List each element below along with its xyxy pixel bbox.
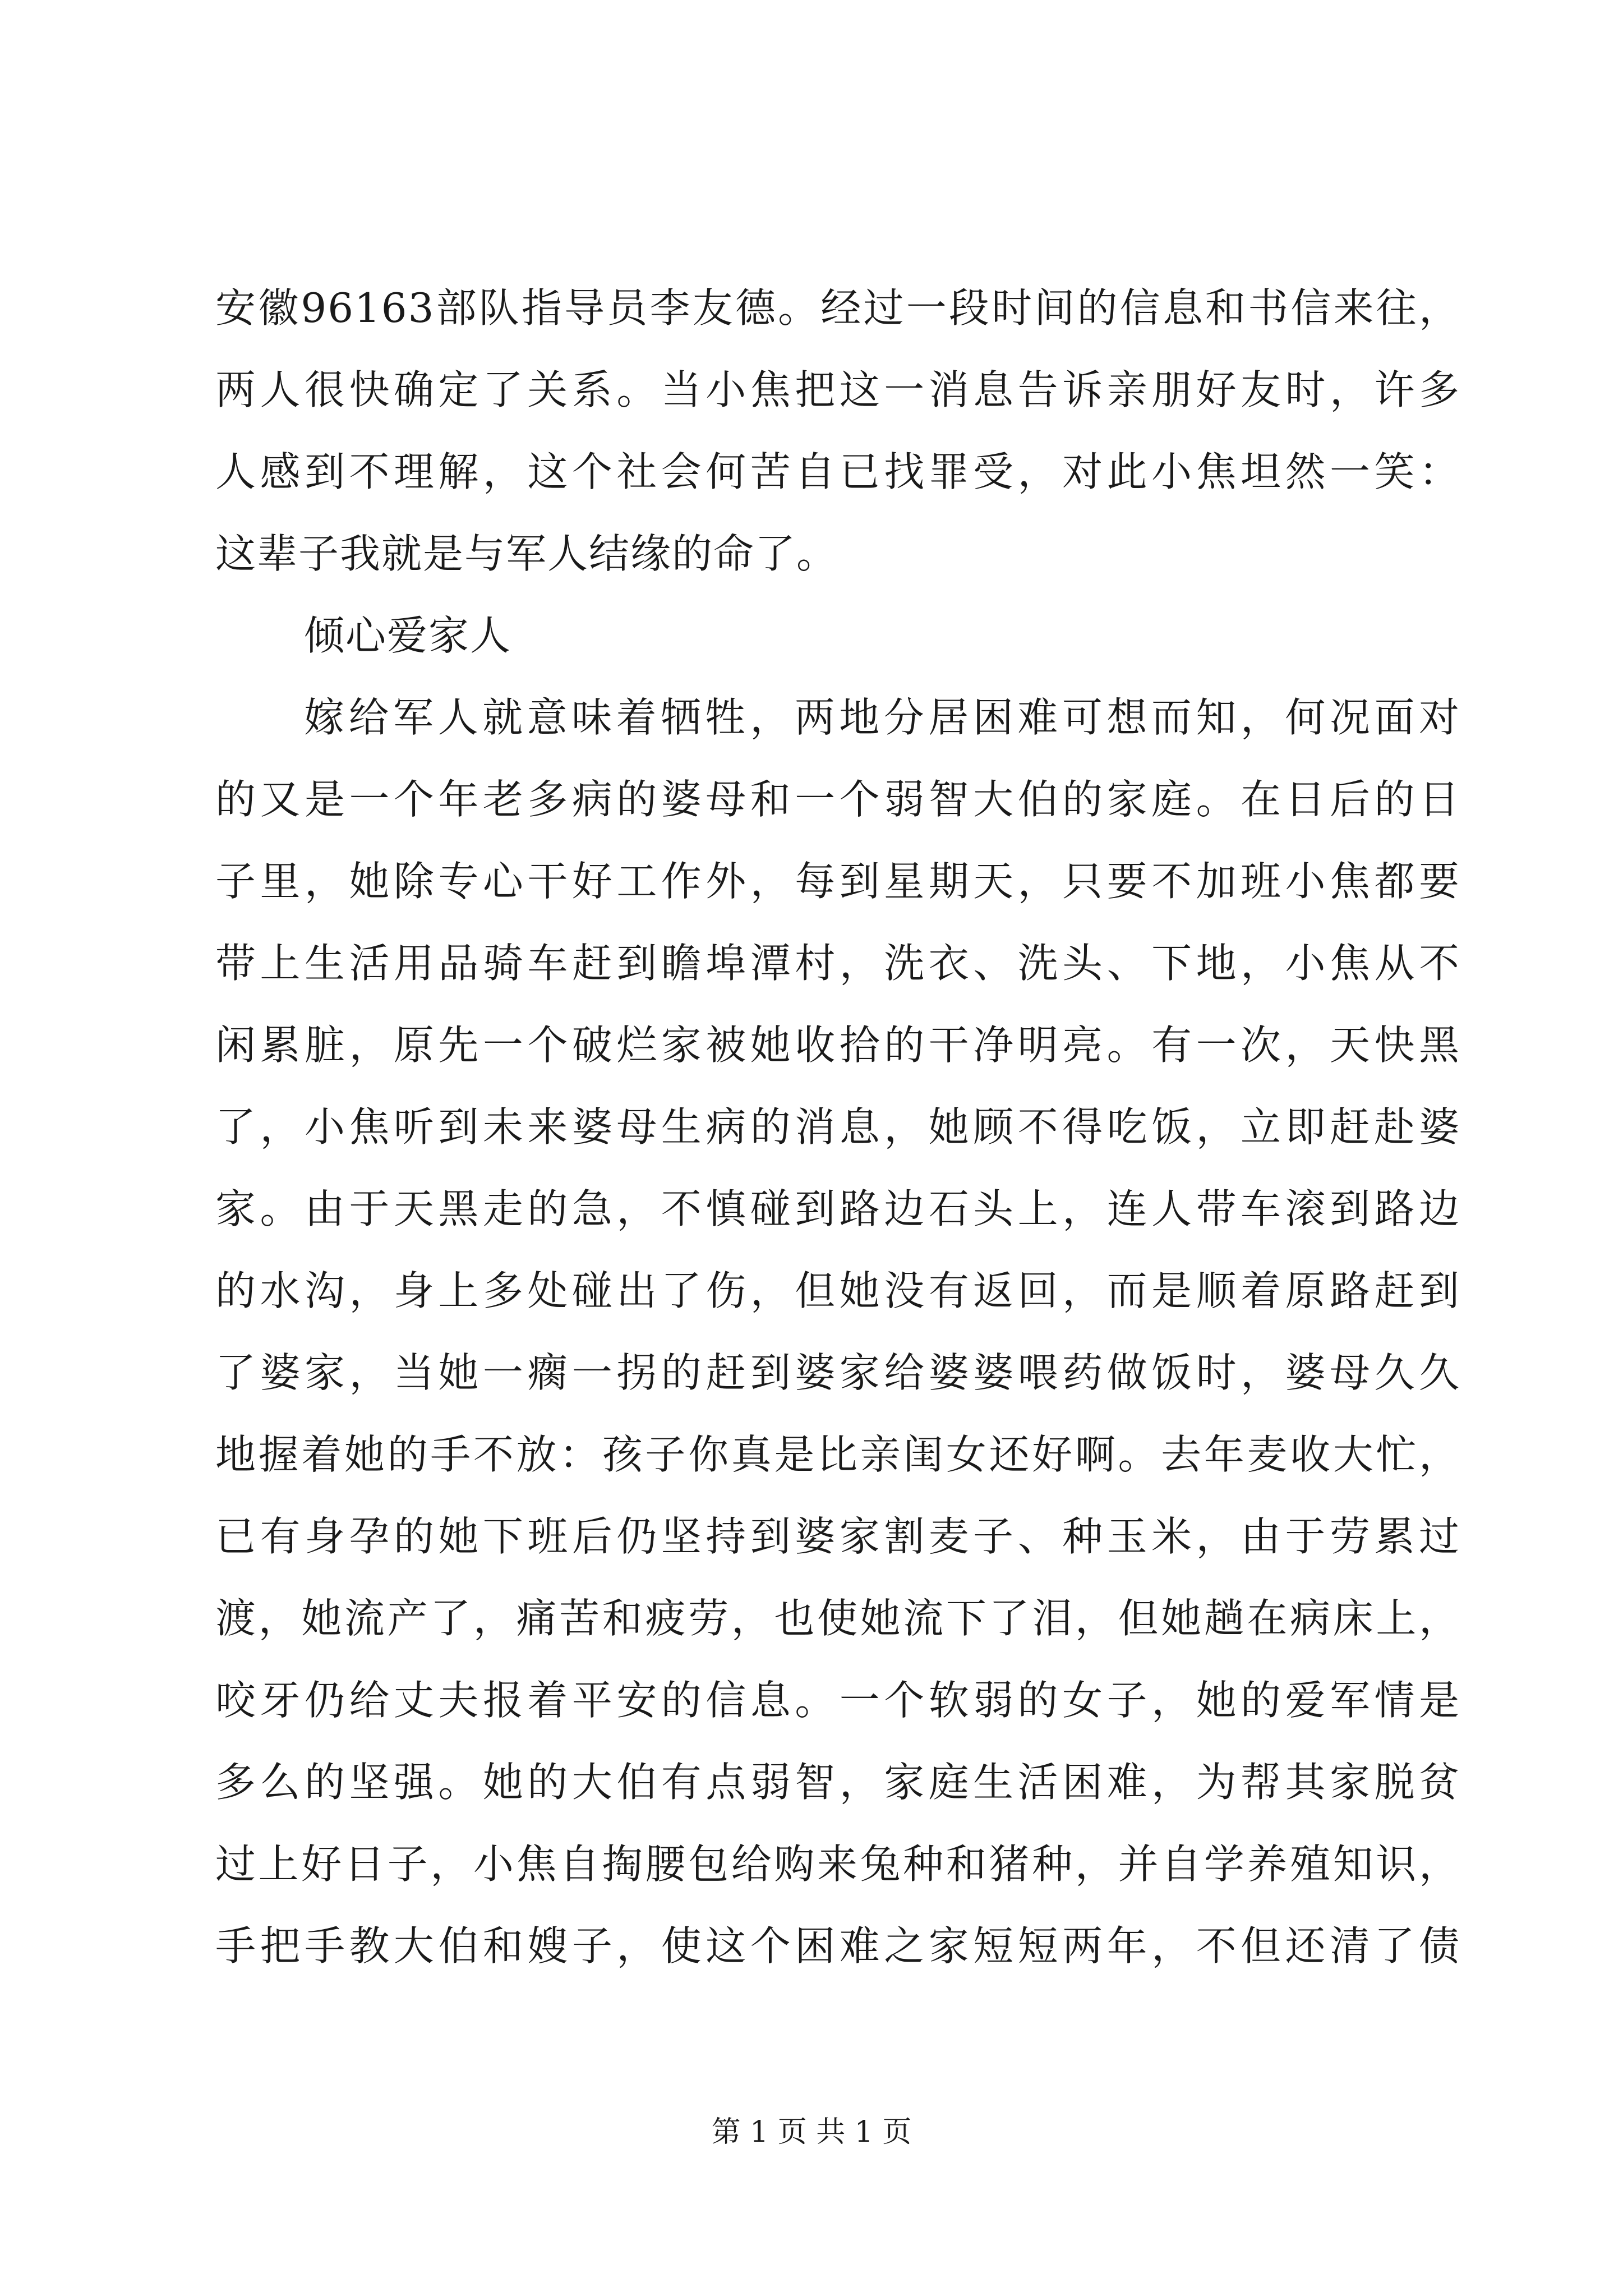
text-line: 这辈子我就是与军人结缘的命了。 bbox=[215, 530, 838, 577]
text-line: 渡，她流产了，痛苦和疲劳，也使她流下了泪，但她趟在病床上， bbox=[215, 1595, 1460, 1642]
text-line: 闲累脏，原先一个破烂家被她收拾的干净明亮。有一次，天快黑 bbox=[215, 1022, 1460, 1069]
page-number-footer: 第 1 页 共 1 页 bbox=[711, 2115, 912, 2149]
text-line: 已有身孕的她下班后仍坚持到婆家割麦子、种玉米，由于劳累过 bbox=[215, 1513, 1460, 1560]
text-line: 人感到不理解，这个社会何苦自已找罪受，对此小焦坦然一笑： bbox=[215, 448, 1460, 495]
text-line: 了，小焦听到未来婆母生病的消息，她顾不得吃饭，立即赶赴婆 bbox=[215, 1103, 1460, 1151]
text-line: 带上生活用品骑车赶到瞻埠潭村，洗衣、洗头、下地，小焦从不 bbox=[215, 940, 1460, 987]
text-line: 过上好日子，小焦自掏腰包给购来兔种和猪种，并自学养殖知识， bbox=[215, 1841, 1460, 1888]
body-text bbox=[215, 267, 1460, 1987]
text-line: 了婆家，当她一瘸一拐的赶到婆家给婆婆喂药做饭时，婆母久久 bbox=[215, 1349, 1460, 1396]
text-line: 家。由于天黑走的急，不慎碰到路边石头上，连人带车滚到路边 bbox=[215, 1185, 1460, 1232]
text-line: 嫁给军人就意味着牺牲，两地分居困难可想而知，何况面对 bbox=[304, 694, 1460, 741]
section-heading: 倾心爱家人 bbox=[304, 612, 512, 659]
text-line: 地握着她的手不放：孩子你真是比亲闺女还好啊。去年麦收大忙， bbox=[215, 1431, 1460, 1478]
text-line: 的水沟，身上多处碰出了伤，但她没有返回，而是顺着原路赶到 bbox=[215, 1267, 1460, 1314]
text-line: 两人很快确定了关系。当小焦把这一消息告诉亲朋好友时，许多 bbox=[215, 366, 1460, 413]
text-line: 的又是一个年老多病的婆母和一个弱智大伯的家庭。在日后的日 bbox=[215, 776, 1460, 823]
text-line: 多么的坚强。她的大伯有点弱智，家庭生活困难，为帮其家脱贫 bbox=[215, 1759, 1460, 1806]
text-line: 手把手教大伯和嫂子，使这个困难之家短短两年，不但还清了债 bbox=[215, 1922, 1460, 1970]
text-line: 安徽96163部队指导员李友德。经过一段时间的信息和书信来往， bbox=[215, 284, 1460, 332]
text-line: 咬牙仍给丈夫报着平安的信息。一个软弱的女子，她的爱军情是 bbox=[215, 1677, 1460, 1724]
text-line: 子里，她除专心干好工作外，每到星期天，只要不加班小焦都要 bbox=[215, 858, 1460, 905]
